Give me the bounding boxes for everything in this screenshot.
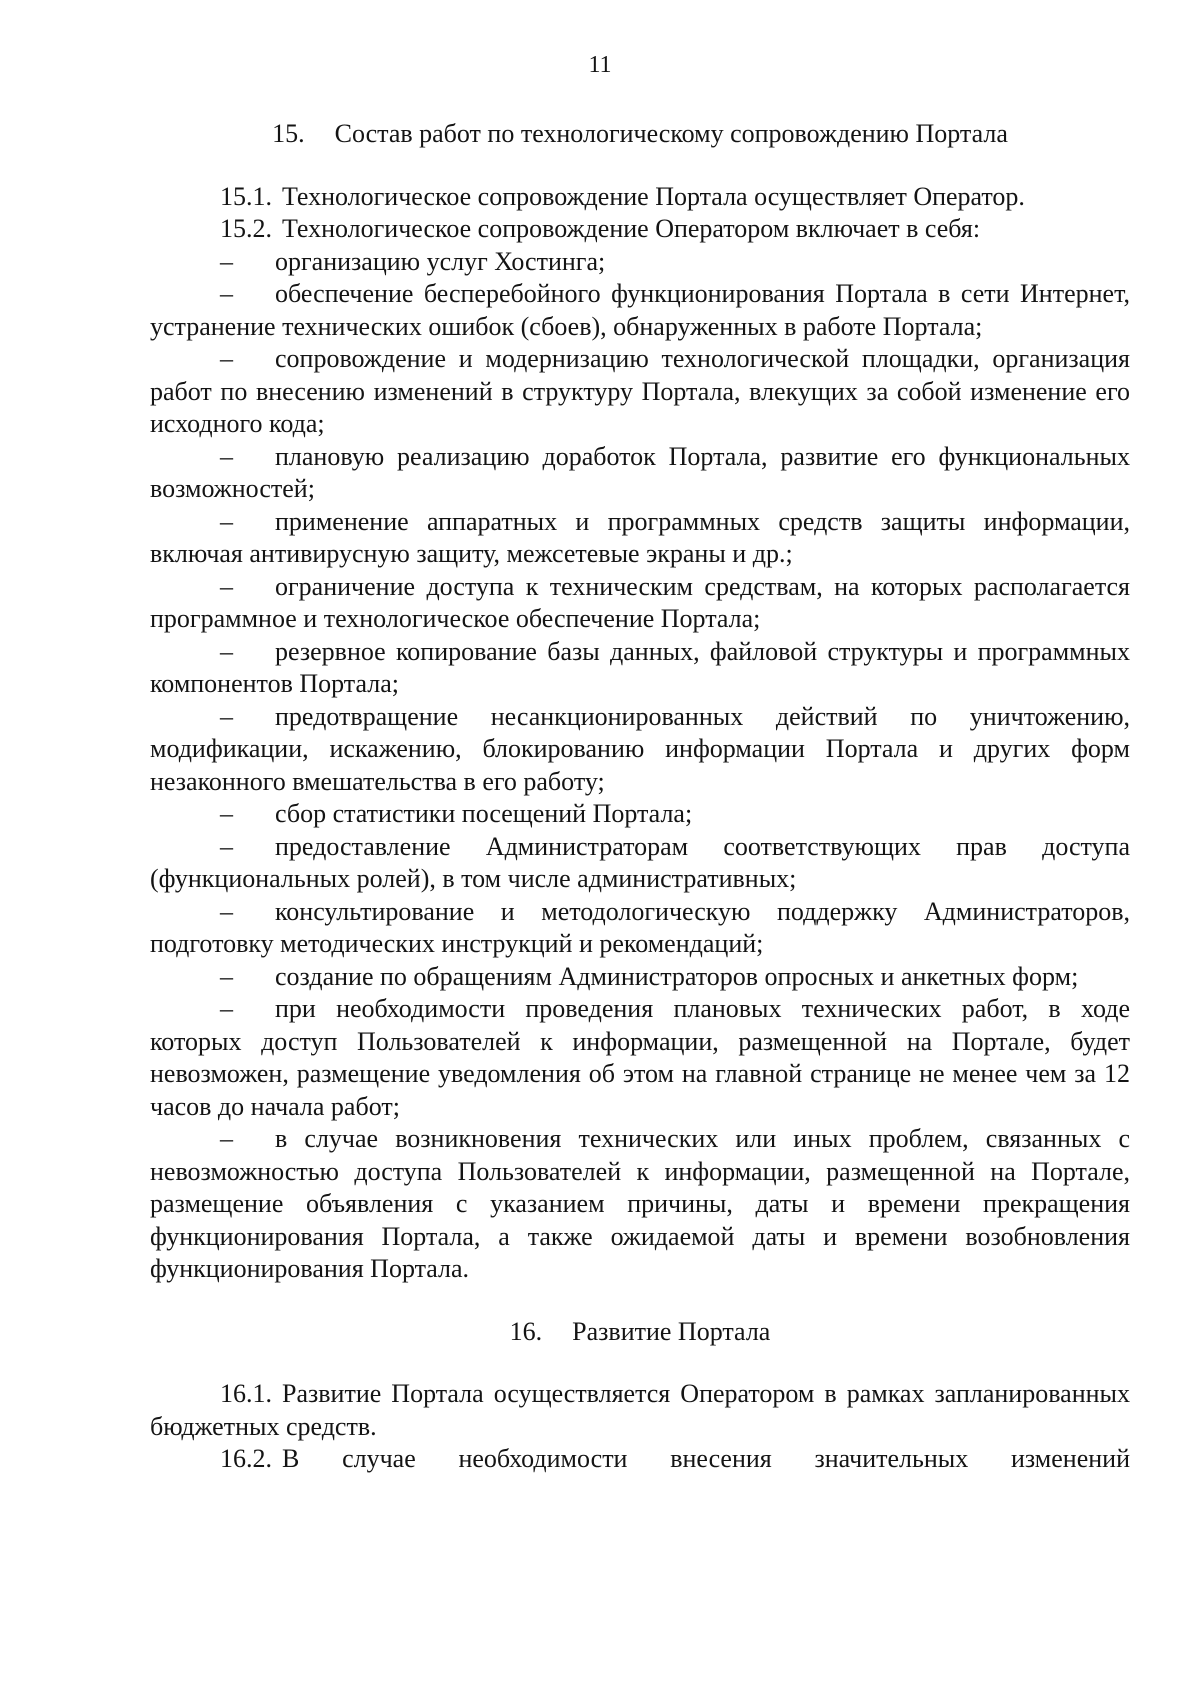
list-item	[150, 798, 1130, 831]
list-item	[150, 993, 1130, 1123]
list-item	[150, 506, 1130, 571]
dash-bullet: –	[220, 799, 233, 828]
list-item	[150, 636, 1130, 701]
list-item-text: в случае возникновения технических или иных проблем, связанных с невозможностью доступа Пользователей к информации, размещенной на Портале, размещение объявления с указанием причины, даты и времени прекращения функционирования Портала, а также ожидаемой даты и времени возобновления функционирования Портала.	[150, 1124, 1130, 1283]
dash-bullet: –	[220, 1124, 233, 1153]
dash-bullet: –	[220, 344, 233, 373]
section-16-title: Развитие Портала	[572, 1316, 771, 1346]
list-item-text: создание по обращениям Администраторов опросных и анкетных форм;	[275, 961, 1079, 991]
dash-bullet: –	[220, 441, 233, 471]
dash-bullet: –	[220, 636, 233, 666]
dash-bullet: –	[220, 571, 233, 601]
list-item-text: сбор статистики посещений Портала;	[275, 799, 693, 828]
page-number: 11	[588, 52, 612, 78]
paragraph-16-2-number: 16.2.	[220, 1444, 272, 1473]
paragraph-16-2	[150, 1443, 1130, 1476]
paragraph-15-1-number: 15.1.	[220, 181, 272, 211]
list-item-text: предоставление Администраторам соответствующих прав доступа (функциональных ролей), в том числе административных;	[150, 831, 1130, 893]
section-15-heading	[150, 118, 1130, 151]
list-item-text: организацию услуг Хостинга;	[275, 246, 606, 276]
list-item-text: применение аппаратных и программных средств защиты информации, включая антивирусную защиту, межсетевые экраны и др.;	[150, 506, 1130, 568]
paragraph-15-1	[150, 181, 1130, 214]
dash-bullet: –	[220, 506, 233, 536]
dash-bullet: –	[220, 279, 233, 308]
document-body	[150, 118, 1130, 1476]
list-item	[150, 896, 1130, 961]
dash-bullet: –	[220, 701, 233, 731]
list-item	[150, 278, 1130, 343]
paragraph-15-2-text: Технологическое сопровождение Оператором включает в себя:	[282, 214, 981, 243]
list-item-text: консультирование и методологическую поддержку Администраторов, подготовку методических инструкций и рекомендаций;	[150, 896, 1130, 958]
list-item-text: при необходимости проведения плановых технических работ, в ходе которых доступ Пользователей к информации, размещенной на Портале, будет невозможен, размещение уведомления об этом на главной странице не менее чем за 12 часов до начала работ;	[150, 994, 1130, 1121]
paragraph-16-1	[150, 1378, 1130, 1443]
list-item	[150, 701, 1130, 799]
section-15-title: Состав работ по технологическому сопровождению Портала	[334, 119, 1008, 148]
paragraph-15-2-number: 15.2.	[220, 214, 272, 243]
list-item-text: ограничение доступа к техническим средствам, на которых располагается программное и технологическое обеспечение Портала;	[150, 571, 1130, 633]
section-16-number: 16.	[509, 1316, 543, 1346]
dash-bullet: –	[220, 961, 233, 991]
list-item-text: резервное копирование базы данных, файловой структуры и программных компонентов Портала;	[150, 636, 1130, 698]
dash-bullet: –	[220, 246, 233, 276]
list-item	[150, 1123, 1130, 1286]
paragraph-15-2	[150, 213, 1130, 246]
list-item	[150, 571, 1130, 636]
dash-bullet: –	[220, 896, 233, 926]
list-item	[150, 441, 1130, 506]
list-item	[150, 343, 1130, 441]
list-item-text: плановую реализацию доработок Портала, развитие его функциональных возможностей;	[150, 441, 1130, 503]
dash-bullet: –	[220, 994, 233, 1023]
list-item-text: сопровождение и модернизацию технологической площадки, организация работ по внесению изменений в структуру Портала, влекущих за собой изменение его исходного кода;	[150, 344, 1130, 438]
list-item	[150, 246, 1130, 279]
list-item-text: обеспечение бесперебойного функционирования Портала в сети Интернет, устранение технических ошибок (сбоев), обнаруженных в работе Портала;	[150, 279, 1130, 341]
paragraph-16-1-text: Развитие Портала осуществляется Оператором в рамках запланированных бюджетных средств.	[150, 1379, 1130, 1441]
paragraph-16-2-text: В случае необходимости внесения значительных изменений	[282, 1444, 1130, 1473]
section-16-heading	[150, 1316, 1130, 1349]
list-item	[150, 831, 1130, 896]
paragraph-15-1-text: Технологическое сопровождение Портала осуществляет Оператор.	[282, 181, 1025, 211]
list-item	[150, 961, 1130, 994]
paragraph-16-1-number: 16.1.	[220, 1379, 272, 1408]
dash-bullet: –	[220, 831, 233, 861]
section-15-number: 15.	[272, 119, 305, 148]
list-item-text: предотвращение несанкционированных действий по уничтожению, модификации, искажению, блокированию информации Портала и других форм незаконного вмешательства в его работу;	[150, 701, 1130, 796]
